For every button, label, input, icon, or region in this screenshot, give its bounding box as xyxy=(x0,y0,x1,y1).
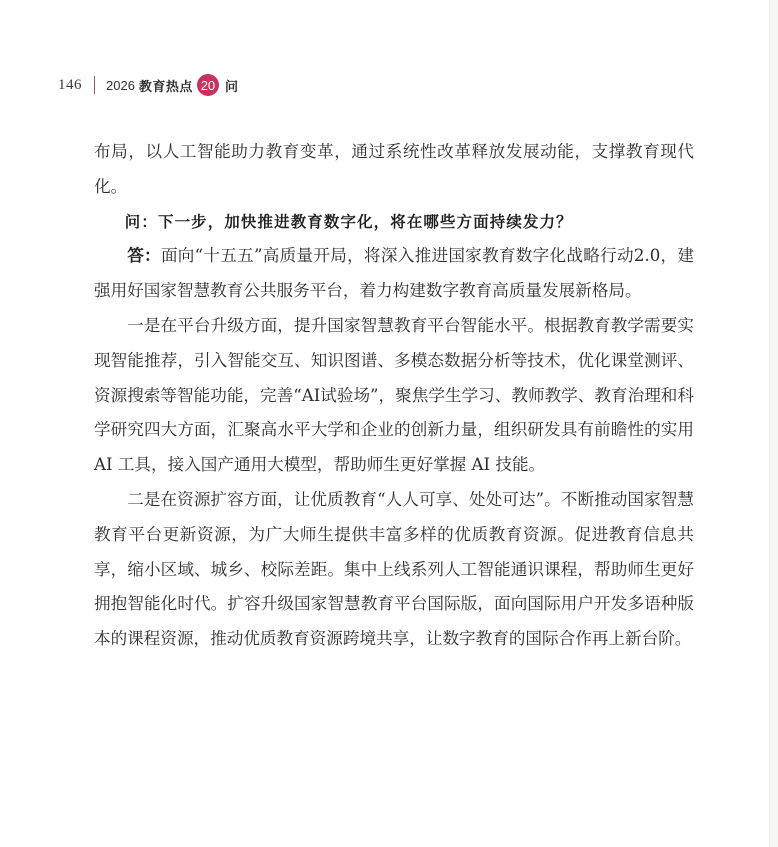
question-heading: 问：下一步，加快推进教育数字化，将在哪些方面持续发力？ xyxy=(124,212,573,231)
book-year: 2026 xyxy=(106,77,135,93)
paragraph-platform-upgrade: 一是在平台升级方面，提升国家智慧教育平台智能水平。根据教育教学需要实现智能推荐，引入智能交互、知识图谱、多模态数据分析等技术，优化课堂测评、资源搜索等智能功能，完善“AI试验场”，聚焦学生学习、教师教学、教育治理和科学研究四大方面，汇聚高水平大学和企业的创新力量，组织研发具有前瞻性的实用 AI 工具，接入国产通用大模型，帮助师生更好掌握 AI 技能。 xyxy=(94,315,694,475)
running-head xyxy=(58,74,238,96)
number-badge-circle: 20 xyxy=(197,74,219,96)
paragraph-resource-expansion: 二是在资源扩容方面，让优质教育“人人可享、处处可达”。不断推动国家智慧教育平台更新资源，为广大师生提供丰富多样的优质教育资源。促进教育信息共享，缩小区域、城乡、校际差距。集中上线系列人工智能通识课程，帮助师生更好拥抱智能化时代。扩容升级国家智慧教育平台国际版，面向国际用户开发多语种版本的课程资源，推动优质教育资源跨境共享，让数字教育的国际合作再上新台阶。 xyxy=(94,489,694,649)
header-divider xyxy=(94,76,95,94)
body-text xyxy=(94,135,694,657)
answer-label: 答： xyxy=(127,246,161,266)
book-title-suffix: 问 xyxy=(224,79,238,95)
page-edge xyxy=(769,0,778,847)
page-number: 146 xyxy=(58,76,82,93)
continuation-paragraph: 布局，以人工智能助力教育变革，通过系统性改革释放发展动能，支撑教育现代化。 xyxy=(94,142,694,196)
book-title: 教育热点 xyxy=(138,79,193,95)
answer-paragraph xyxy=(94,239,694,309)
answer-text: 面向“十五五”高质量开局，将深入推进国家教育数字化战略行动2.0，建强用好国家智慧教育公共服务平台，着力构建数字教育高质量发展新格局。 xyxy=(94,246,695,301)
